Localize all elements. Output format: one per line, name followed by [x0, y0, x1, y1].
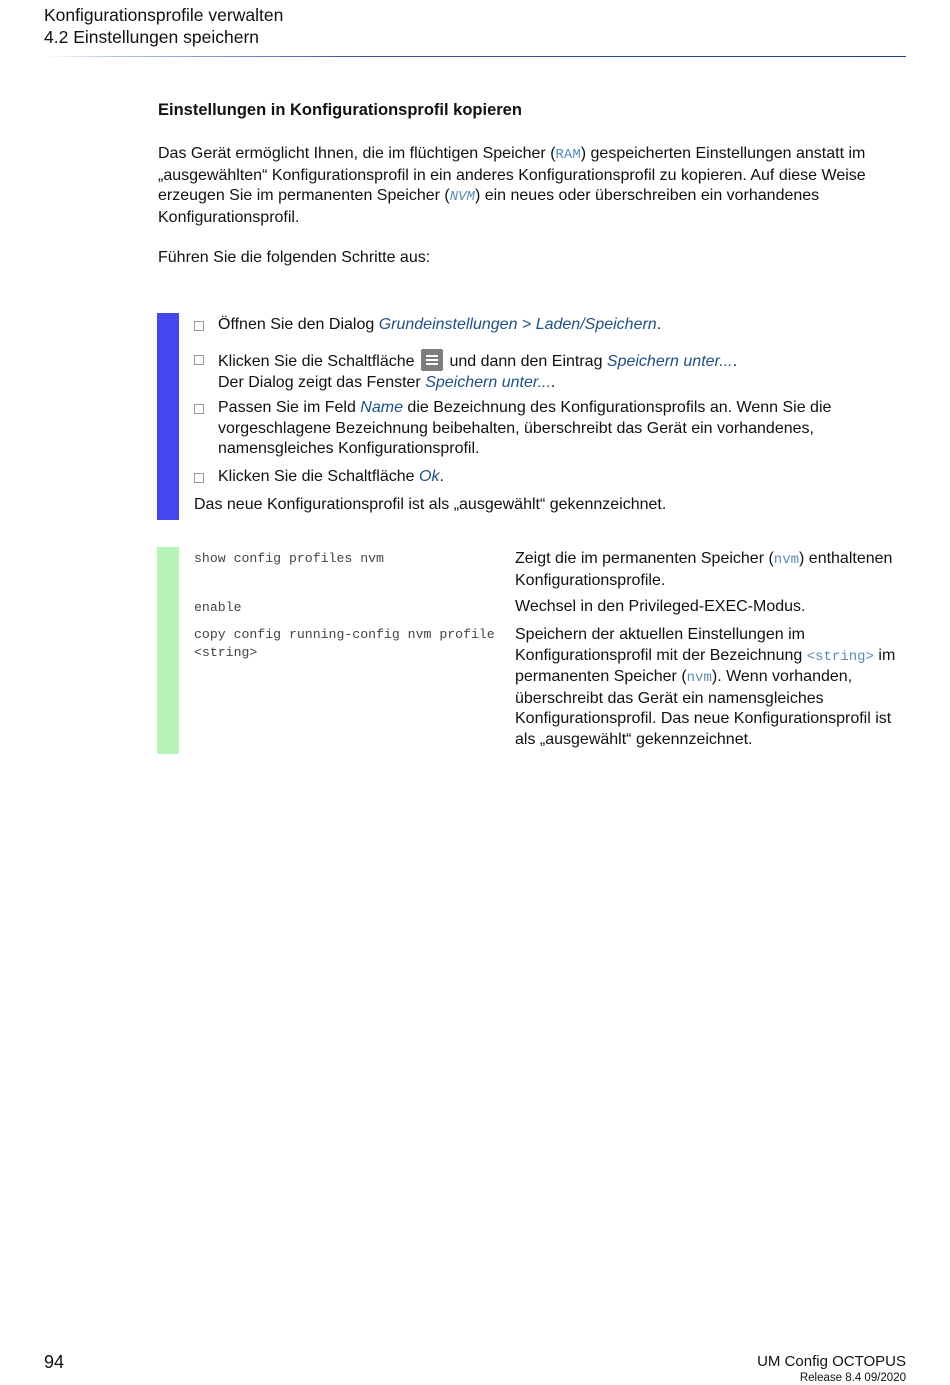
- hamburger-menu-icon[interactable]: [421, 349, 443, 371]
- header-section: 4.2 Einstellungen speichern: [44, 27, 260, 47]
- steps-bar: [157, 313, 179, 520]
- cli-command-copy: copy config running-config nvm profile <string>: [194, 627, 495, 660]
- header-chapter: Konfigurationsprofile verwalten: [44, 5, 284, 25]
- footer-title: UM Config OCTOPUS: [757, 1353, 906, 1370]
- intro-paragraph: Das Gerät ermöglicht Ihnen, die im flüchtigen Speicher (RAM) gespeicherten Einstellungen anstatt im „ausgewählten“ Konfigurationsprofil in ein anderes Konfigurationsprofil zu kopieren. Auf diese Weise erzeugen Sie im permanenten Speicher (NVM) ein neues oder überschreiben ein vorhandenes Konfigurationsprofil.: [158, 145, 866, 226]
- name-field-ref: Name: [360, 399, 403, 416]
- checkbox-icon: [194, 321, 204, 331]
- checkbox-icon: [194, 355, 204, 365]
- checkbox-icon: [194, 404, 204, 414]
- step-2: Klicken Sie die Schaltfläche und dann den Eintrag Speichern unter.... Der Dialog zeigt das Fenster Speichern unter....: [194, 349, 906, 393]
- cli-command-show: show config profiles nvm: [194, 551, 384, 566]
- section-title: Einstellungen in Konfigurationsprofil kopieren: [158, 101, 522, 119]
- dialog-link[interactable]: Grundeinstellungen > Laden/Speichern: [378, 316, 657, 333]
- cli-desc-show: Zeigt die im permanenten Speicher (nvm) enthaltenen Konfigurationsprofile.: [515, 550, 893, 589]
- ram-code: RAM: [555, 147, 581, 163]
- cli-bar: [157, 547, 179, 754]
- cli-command-enable: enable: [194, 600, 242, 615]
- save-as-window-link[interactable]: Speichern unter...: [425, 373, 551, 391]
- steps-result: Das neue Konfigurationsprofil ist als „ausgewählt“ gekennzeichnet.: [194, 496, 667, 513]
- nvm-code: NVM: [449, 189, 475, 206]
- step-1: Öffnen Sie den Dialog Grundeinstellungen > Laden/Speichern.: [194, 315, 906, 336]
- checkbox-icon: [194, 473, 204, 483]
- header-rule: [44, 56, 906, 57]
- steps-intro: Führen Sie die folgenden Schritte aus:: [158, 249, 431, 266]
- ok-button-ref[interactable]: Ok: [419, 468, 440, 485]
- cli-desc-enable: Wechsel in den Privileged-EXEC-Modus.: [515, 598, 806, 615]
- step-4: Klicken Sie die Schaltfläche Ok.: [194, 467, 906, 488]
- cli-desc-copy: Speichern der aktuellen Einstellungen im Konfigurationsprofil mit der Bezeichnung <string> im permanenten Speicher (nvm). Wenn vorhanden, überschreibt das Gerät ein namensgleiches Konfigurationsprofil. Das neue Konfigurationsprofil ist als „ausgewählt“ gekennzeichnet.: [515, 626, 896, 748]
- step-3: Passen Sie im Feld Name die Bezeichnung des Konfigurationsprofils an. Wenn Sie die vorgeschlagene Bezeichnung beibehalten, überschreibt das Gerät ein vorhandenes, namensgleiches Konfigurationsprofil.: [194, 398, 906, 460]
- page-number: 94: [44, 1352, 65, 1372]
- footer-release: Release 8.4 09/2020: [799, 1372, 906, 1384]
- save-as-link[interactable]: Speichern unter...: [606, 353, 733, 370]
